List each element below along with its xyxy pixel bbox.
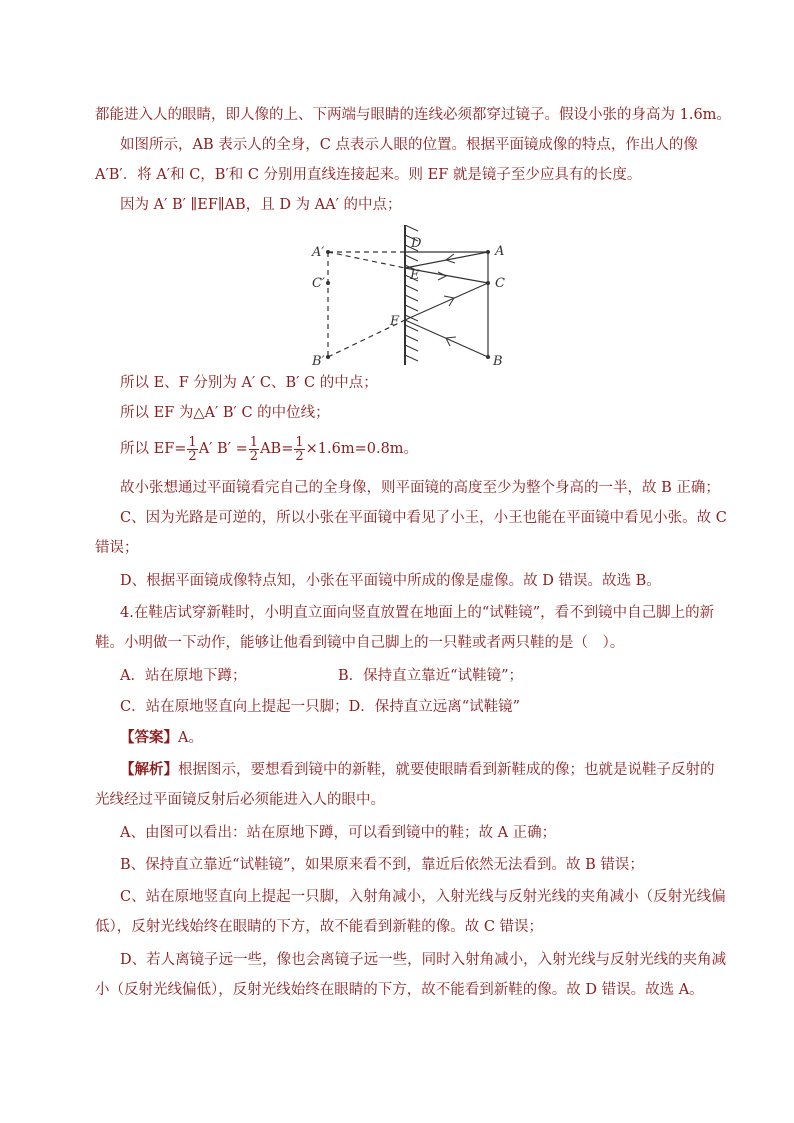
- text-line: 都能进入人的眼睛，即人像的上、下两端与眼睛的连线必须都穿过镜子。假设小张的身高为 1.6m。: [95, 107, 731, 123]
- label-Bprime: B′: [312, 354, 325, 369]
- text-line: 故小张想通过平面镜看完自己的全身像，则平面镜的高度至少为整个身高的一半，故 B 正确；: [120, 480, 720, 496]
- label-E: E: [410, 268, 420, 283]
- text-line: A、由图可以看出：站在原地下蹲，可以看到镜中的鞋；故 A 正确；: [120, 825, 557, 841]
- fraction-numerator: 1: [249, 434, 259, 450]
- fraction-numerator: 1: [295, 434, 304, 450]
- label-B: B: [493, 354, 503, 369]
- fraction-half: [187, 436, 197, 463]
- answer-value: A。: [178, 730, 203, 746]
- text-line: 所以 E、F 分别为 A′ C、B′ C 的中点；: [120, 375, 378, 391]
- fraction-numerator: 1: [188, 434, 197, 450]
- analysis-tag: 【解析】: [120, 761, 178, 778]
- options-row: C．站在原地竖直向上提起一只脚；D．保持直立远离“试鞋镜”: [120, 699, 521, 715]
- text-line: D、根据平面镜成像特点知，小张在平面镜中所成的像是虚像。故 D 错误。故选 B。: [120, 573, 661, 589]
- text-line: A′B′．将 A′和 C，B′和 C 分别用直线连接起来。则 EF 就是镜子至少应具有的长度。: [95, 167, 642, 183]
- text-line: 光线经过平面镜反射后必须能进入人的眼中。: [95, 792, 385, 808]
- text-line: C、站在原地竖直向上提起一只脚，入射角减小，入射光线与反射光线的夹角减小（反射光线偏: [120, 889, 726, 905]
- fraction-half: [294, 436, 304, 463]
- option-a: A．站在原地下蹲；: [120, 668, 247, 684]
- formula-line: [120, 433, 730, 465]
- analysis-line: [120, 760, 730, 780]
- text-line: 因为 A′ B′ ∥EF∥AB，且 D 为 AA′ 的中点；: [120, 197, 402, 213]
- arrow-EC: [438, 272, 446, 280]
- text-line: D、若人离镜子远一些，像也会离镜子远一些，同时入射角减小，入射光线与反射光线的夹角减: [120, 952, 727, 968]
- option-b: B．保持直立靠近“试鞋镜”；: [338, 668, 523, 684]
- text-line: 低），反射光线始终在眼睛的下方，故不能看到新鞋的像。故 C 错误；: [95, 919, 544, 935]
- segment-AprimeE: [328, 252, 405, 268]
- label-F: F: [390, 314, 400, 329]
- text-line: 如图所示，AB 表示人的全身，C 点表示人眼的位置。根据平面镜成像的特点，作出人的像: [120, 137, 698, 153]
- point-C: [486, 281, 490, 285]
- point-Cprime: [326, 281, 330, 285]
- label-A: A: [495, 244, 505, 259]
- answer-line: [120, 728, 730, 748]
- label-C: C: [495, 276, 505, 291]
- text-line: 小（反射光线偏低），反射光线始终在眼睛的下方，故不能看到新鞋的像。故 D 错误。故选 A。: [95, 982, 704, 998]
- answer-tag: 【答案】: [120, 729, 178, 746]
- point-Bprime: [326, 355, 330, 359]
- point-B: [486, 355, 490, 359]
- point-Aprime: [326, 250, 330, 254]
- label-D: D: [411, 236, 422, 251]
- formula-suffix: ×1.6m=0.8m。: [305, 441, 419, 457]
- fraction-half: [249, 436, 259, 463]
- label-Aprime: A′: [312, 245, 325, 260]
- point-A: [486, 250, 490, 254]
- text-line: 错误；: [95, 540, 139, 556]
- formula-part: A′ B′ =: [198, 441, 248, 457]
- mirror-reflection-diagram: [310, 225, 520, 370]
- analysis-text: 根据图示，要想看到镜中的新鞋，就要使眼睛看到新鞋成的像；也就是说鞋子反射的: [178, 762, 715, 778]
- text-line: C、因为光路是可逆的，所以小张在平面镜中看见了小王，小王也能在平面镜中看见小张。故 C: [120, 510, 727, 526]
- fraction-denominator: 2: [249, 448, 259, 464]
- text-line: 所以 EF 为△A′ B′ C 的中位线；: [120, 405, 330, 421]
- text-line: B、保持直立靠近“试鞋镜”，如果原来看不到，靠近后依然无法看到。故 B 错误；: [120, 857, 644, 873]
- label-Cprime: C′: [312, 276, 325, 291]
- question-line: 鞋。小明做一下动作，能够让他看到镜中自己脚上的一只鞋或者两只鞋的是（ ）。: [95, 635, 625, 651]
- options-row: [120, 666, 730, 686]
- question-line: 4.在鞋店试穿新鞋时，小明直立面向竖直放置在地面上的“试鞋镜”，看不到镜中自己脚上的新: [120, 605, 715, 621]
- ray-F-C: [405, 283, 488, 320]
- fraction-denominator: 2: [188, 448, 197, 464]
- fraction-denominator: 2: [295, 448, 304, 464]
- formula-prefix: 所以 EF=: [120, 441, 187, 457]
- formula-part: AB=: [260, 441, 294, 457]
